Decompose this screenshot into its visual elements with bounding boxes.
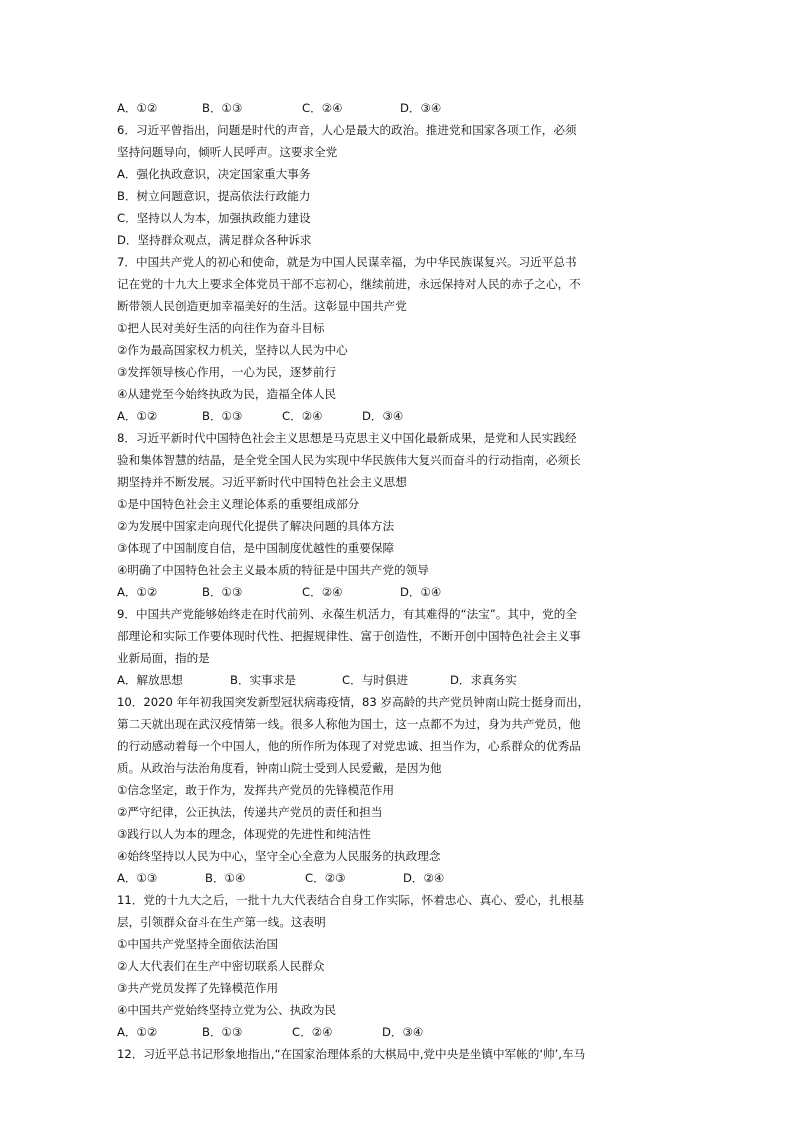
question-8 — [117, 427, 677, 603]
question-6 — [117, 119, 677, 251]
question-stem-line: 11．党的十九大之后，一批十九大代表结合自身工作实际，怀着忠心、真心、爱心，扎根基 — [117, 893, 584, 907]
option-c: C．②④ — [292, 1025, 333, 1039]
statement-2: ②人大代表们在生产中密切联系人民群众 — [117, 959, 325, 973]
option-d: D．求真务实 — [450, 673, 517, 687]
question-stem-line: 业新局面，指的是 — [117, 651, 210, 665]
statement-2: ②作为最高国家权力机关，坚持以人民为中心 — [117, 343, 348, 357]
statement-4: ④中国共产党始终坚持立党为公、执政为民 — [117, 1003, 337, 1017]
statement-3: ③践行以人为本的理念，体现党的先进性和纯洁性 — [117, 827, 371, 841]
choice-a: A．强化执政意识，决定国家重大事务 — [117, 167, 311, 181]
question-stem-line: 的行动感动着每一个中国人，他的所作所为体现了对党忠诚、担当作为，心系群众的优秀品 — [117, 739, 581, 753]
answer-options — [117, 867, 677, 889]
statement-3: ③发挥领导核心作用，一心为民，逐梦前行 — [117, 365, 337, 379]
option-c: C．②④ — [302, 101, 343, 115]
option-b: B．①④ — [205, 871, 246, 885]
option-c: C．②④ — [282, 409, 323, 423]
question-stem-line: 期坚持并不断发展。习近平新时代中国特色社会主义思想 — [117, 475, 407, 489]
option-b: B．①③ — [202, 585, 243, 599]
statement-2: ②为发展中国家走向现代化提供了解决问题的具体方法 — [117, 519, 395, 533]
statement-3: ③体现了中国制度自信，是中国制度优越性的重要保障 — [117, 541, 395, 555]
answer-options — [117, 405, 677, 427]
option-c: C．②③ — [305, 871, 346, 885]
question-stem-line: 记在党的十九大上要求全体党员干部不忘初心，继续前进，永远保持对人民的赤子之心，不 — [117, 277, 581, 291]
choice-d: D．坚持群众观点，满足群众各种诉求 — [117, 233, 312, 247]
option-a: A．①② — [117, 585, 158, 599]
question-stem-line: 断带领人民创造更加幸福美好的生活。这彰显中国共产党 — [117, 299, 407, 313]
question-stem-line: 层，引领群众奋斗在生产第一线。这表明 — [117, 915, 326, 929]
answer-options — [117, 581, 677, 603]
question-11 — [117, 889, 677, 1043]
statement-1: ①中国共产党坚持全面依法治国 — [117, 937, 279, 951]
option-a: A．①② — [117, 1025, 158, 1039]
question-12 — [117, 1043, 677, 1065]
option-b: B．①③ — [202, 409, 243, 423]
statement-1: ①信念坚定，敢于作为，发挥共产党员的先锋模范作用 — [117, 783, 395, 797]
statement-2: ②严守纪律，公正执法，传递共产党员的责任和担当 — [117, 805, 383, 819]
choice-b: B．树立问题意识，提高依法行政能力 — [117, 189, 311, 203]
option-a: A．①② — [117, 409, 158, 423]
question-stem-line: 6．习近平曾指出，问题是时代的声音，人心是最大的政治。推进党和国家各项工作，必须 — [117, 123, 577, 137]
statement-3: ③共产党员发挥了先锋模范作用 — [117, 981, 279, 995]
prev-options — [117, 97, 677, 119]
option-a: A．解放思想 — [117, 673, 183, 687]
option-c: C．与时俱进 — [342, 673, 409, 687]
question-stem-line: 9．中国共产党能够始终走在时代前列、永葆生机活力，有其难得的“法宝”。其中，党的全 — [117, 607, 577, 621]
statement-4: ④明确了中国特色社会主义最本质的特征是中国共产党的领导 — [117, 563, 429, 577]
answer-options — [117, 669, 677, 691]
question-10 — [117, 691, 677, 889]
question-7 — [117, 251, 677, 427]
statement-4: ④从建党至今始终执政为民，造福全体人民 — [117, 387, 337, 401]
question-stem-line: 坚持问题导向，倾听人民呼声。这要求全党 — [117, 145, 338, 159]
option-d: D．①④ — [400, 585, 442, 599]
option-d: D．②④ — [403, 871, 445, 885]
question-stem-line: 10．2020 年年初我国突发新型冠状病毒疫情，83 岁高龄的共产党员钟南山院士挺身而出， — [117, 695, 590, 709]
option-b: B．实事求是 — [230, 673, 296, 687]
question-stem-line: 第二天就出现在武汉疫情第一线。很多人称他为国士，这一点都不为过，身为共产党员，他 — [117, 717, 581, 731]
question-stem-line: 7．中国共产党人的初心和使命，就是为中国人民谋幸福，为中华民族谋复兴。习近平总书 — [117, 255, 577, 269]
statement-1: ①是中国特色社会主义理论体系的重要组成部分 — [117, 497, 360, 511]
option-b: B．①③ — [202, 101, 243, 115]
statement-4: ④始终坚持以人民为中心，坚守全心全意为人民服务的执政理念 — [117, 849, 441, 863]
question-stem-line: 验和集体智慧的结晶，是全党全国人民为实现中华民族伟大复兴而奋斗的行动指南，必须长 — [117, 453, 581, 467]
question-stem-line: 质。从政治与法治角度看，钟南山院士受到人民爱戴，是因为他 — [117, 761, 442, 775]
option-a: A．①③ — [117, 871, 158, 885]
question-9 — [117, 603, 677, 691]
question-stem-line: 8．习近平新时代中国特色社会主义思想是马克思主义中国化最新成果，是党和人民实践经 — [117, 431, 577, 445]
choice-c: C．坚持以人为本，加强执政能力建设 — [117, 211, 311, 225]
answer-options — [117, 1021, 677, 1043]
exam-page — [117, 97, 677, 1065]
option-c: C．②④ — [302, 585, 343, 599]
option-d: D．③④ — [362, 409, 404, 423]
option-b: B．①③ — [202, 1025, 243, 1039]
question-stem-line: 部理论和实际工作要体现时代性、把握规律性、富于创造性，不断开创中国特色社会主义事 — [117, 629, 581, 643]
option-a: A．①② — [117, 101, 158, 115]
question-stem-line: 12．习近平总书记形象地指出,“在国家治理体系的大棋局中,党中央是坐镇中军帐的‘帅’,车马 — [117, 1047, 586, 1061]
option-d: D．③④ — [382, 1025, 424, 1039]
statement-1: ①把人民对美好生活的向往作为奋斗目标 — [117, 321, 325, 335]
option-d: D．③④ — [400, 101, 442, 115]
